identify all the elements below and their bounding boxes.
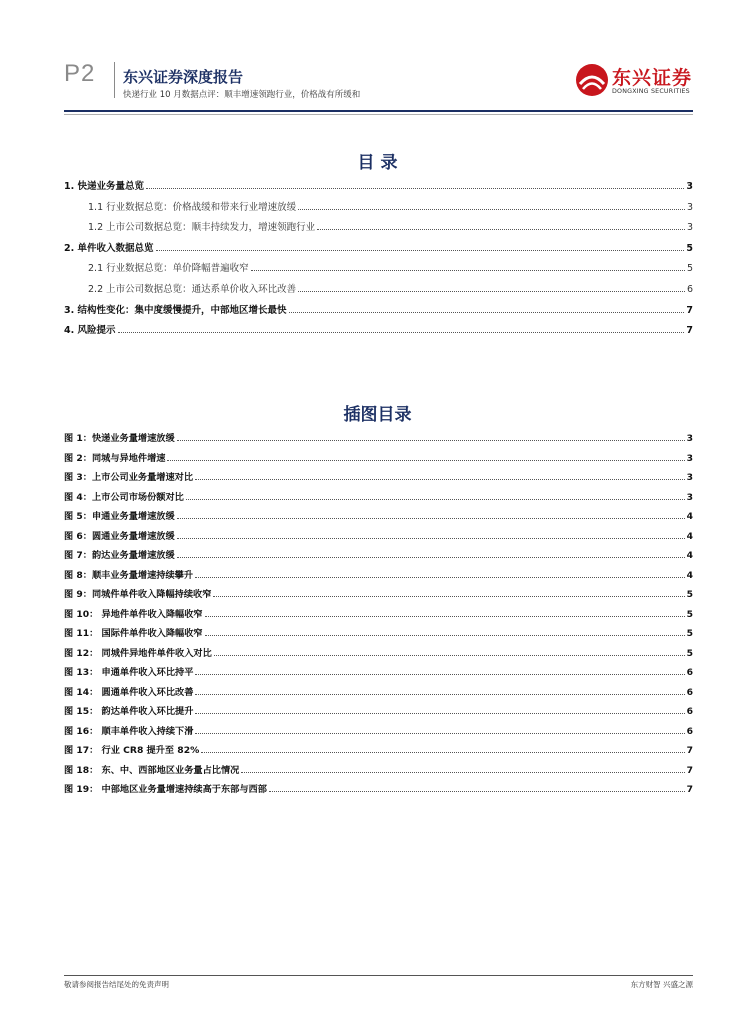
figure-list-title: 插图目录 bbox=[343, 405, 412, 425]
toc-entry[interactable] bbox=[88, 220, 693, 233]
figure-entry-page: 3 bbox=[686, 472, 693, 483]
company-logo bbox=[574, 60, 694, 102]
figure-entry-page: 5 bbox=[686, 589, 693, 600]
footer-rule bbox=[64, 975, 693, 976]
logo-en-text: DONGXING SECURITIES bbox=[612, 88, 690, 95]
figure-entry[interactable] bbox=[64, 568, 693, 581]
figure-entry-page: 5 bbox=[686, 628, 693, 639]
report-subtitle: 快递行业 10 月数据点评：顺丰增速领跑行业，价格战有所缓和 bbox=[123, 90, 361, 100]
figure-entry-page: 4 bbox=[686, 550, 693, 561]
toc-entry-page: 5 bbox=[686, 242, 693, 254]
toc-title: 目 录 bbox=[357, 153, 398, 173]
toc-entry-label: 1.1 行业数据总览：价格战缓和带来行业增速放缓 bbox=[88, 201, 297, 213]
toc-entry-page: 3 bbox=[686, 201, 693, 213]
figure-entry-page: 7 bbox=[686, 764, 693, 776]
figure-entry[interactable] bbox=[64, 665, 693, 678]
figure-entry-label: 图 12： 同城件异地件单件收入对比 bbox=[64, 647, 212, 659]
dot-leader bbox=[177, 518, 685, 519]
toc-entry[interactable] bbox=[64, 179, 693, 192]
figure-entry[interactable] bbox=[64, 626, 693, 639]
dot-leader bbox=[195, 577, 685, 578]
figure-entry[interactable] bbox=[64, 548, 693, 561]
figure-entry-label: 图 9：同城件单件收入降幅持续收窄 bbox=[64, 589, 212, 600]
figure-entry-page: 5 bbox=[686, 608, 693, 620]
figure-entry-page: 3 bbox=[686, 452, 693, 464]
toc-entry-page: 7 bbox=[686, 304, 693, 316]
figure-entry-label: 图 10： 异地件单件收入降幅收窄 bbox=[64, 608, 203, 620]
dot-leader bbox=[298, 209, 685, 210]
toc-entry-label: 2.1 行业数据总览：单价降幅普遍收窄 bbox=[88, 263, 249, 275]
toc-entry-page: 3 bbox=[686, 181, 693, 192]
dot-leader bbox=[195, 694, 684, 695]
figure-entry-label: 图 17： 行业 CR8 提升至 82% bbox=[64, 745, 200, 756]
dot-leader bbox=[205, 635, 685, 636]
dot-leader bbox=[186, 499, 685, 500]
figure-entry[interactable] bbox=[64, 431, 693, 444]
figure-entry-page: 7 bbox=[686, 784, 693, 795]
figure-entry-label: 图 15： 韵达单件收入环比提升 bbox=[64, 706, 194, 717]
toc-entry[interactable] bbox=[64, 241, 693, 254]
figure-entry[interactable] bbox=[64, 763, 693, 776]
figure-entry-label: 图 5：申通业务量增速放缓 bbox=[64, 511, 175, 522]
figure-entry-label: 图 14： 圆通单件收入环比改善 bbox=[64, 686, 194, 698]
figure-entry-page: 4 bbox=[686, 530, 693, 542]
figure-entry[interactable] bbox=[64, 646, 693, 659]
figure-entry[interactable] bbox=[64, 743, 693, 756]
figure-entry-label: 图 2：同城与异地件增速 bbox=[64, 452, 166, 464]
header-rule bbox=[64, 110, 693, 112]
toc-entry[interactable] bbox=[88, 282, 693, 295]
dot-leader bbox=[177, 557, 685, 558]
figure-entry[interactable] bbox=[64, 490, 693, 503]
figure-entry[interactable] bbox=[64, 607, 693, 620]
dot-leader bbox=[156, 250, 685, 251]
dot-leader bbox=[213, 596, 684, 597]
toc-entry[interactable] bbox=[64, 323, 693, 336]
dot-leader bbox=[177, 538, 685, 539]
footer-slogan: 东方财智 兴盛之源 bbox=[630, 980, 693, 989]
toc-entry-page: 3 bbox=[686, 222, 693, 234]
figure-entry[interactable] bbox=[64, 451, 693, 464]
toc-entry-label: 4. 风险提示 bbox=[64, 325, 116, 337]
dot-leader bbox=[269, 791, 685, 792]
figure-entry-page: 4 bbox=[686, 511, 693, 522]
dot-leader bbox=[167, 460, 684, 461]
figure-entry[interactable] bbox=[64, 704, 693, 717]
dot-leader bbox=[118, 332, 685, 333]
figure-entry[interactable] bbox=[64, 470, 693, 483]
dot-leader bbox=[177, 440, 685, 441]
figure-entry-page: 6 bbox=[686, 706, 693, 717]
toc-entry[interactable] bbox=[64, 303, 693, 316]
figure-entry-label: 图 3：上市公司业务量增速对比 bbox=[64, 472, 194, 483]
dot-leader bbox=[251, 270, 685, 271]
figure-entry-label: 图 4：上市公司市场份额对比 bbox=[64, 491, 184, 503]
dot-leader bbox=[195, 479, 685, 480]
figure-entry-page: 6 bbox=[686, 725, 693, 737]
figure-entry-label: 图 1：快递业务量增速放缓 bbox=[64, 433, 175, 444]
figure-entry-label: 图 8：顺丰业务量增速持续攀升 bbox=[64, 569, 194, 581]
figure-entry[interactable] bbox=[64, 724, 693, 737]
toc-entry-page: 6 bbox=[686, 284, 693, 295]
dot-leader bbox=[201, 752, 684, 753]
toc-entry-label: 3. 结构性变化：集中度缓慢提升，中部地区增长最快 bbox=[64, 304, 287, 316]
dot-leader bbox=[195, 733, 684, 734]
dot-leader bbox=[195, 713, 684, 714]
figure-entry-label: 图 11： 国际件单件收入降幅收窄 bbox=[64, 628, 203, 639]
dot-leader bbox=[317, 229, 685, 230]
footer-disclaimer: 敬请参阅报告结尾处的免责声明 bbox=[64, 980, 169, 989]
figure-entry-page: 3 bbox=[686, 491, 693, 503]
figure-entry[interactable] bbox=[64, 509, 693, 522]
toc-entry-label: 1. 快递业务量总览 bbox=[64, 181, 145, 192]
toc-entry-page: 7 bbox=[686, 325, 693, 337]
toc-entry-label: 2. 单件收入数据总览 bbox=[64, 242, 154, 254]
toc-entry[interactable] bbox=[88, 261, 693, 274]
toc-entry-label: 1.2 上市公司数据总览：顺丰持续发力，增速领跑行业 bbox=[88, 222, 316, 234]
figure-entry-page: 5 bbox=[686, 647, 693, 659]
dot-leader bbox=[298, 291, 685, 292]
dot-leader bbox=[214, 655, 685, 656]
dot-leader bbox=[195, 674, 684, 675]
logo-mark-icon bbox=[574, 62, 610, 98]
figure-entry[interactable] bbox=[64, 685, 693, 698]
dot-leader bbox=[205, 616, 685, 617]
report-title: 东兴证券深度报告 bbox=[123, 68, 244, 86]
page-number: P2 bbox=[64, 60, 96, 87]
header-divider bbox=[114, 62, 115, 98]
figure-entry-label: 图 6：圆通业务量增速放缓 bbox=[64, 530, 175, 542]
figure-entry[interactable] bbox=[64, 529, 693, 542]
figure-entry-label: 图 13： 申通单件收入环比持平 bbox=[64, 667, 194, 678]
logo-cn-text: 东兴证券 bbox=[612, 67, 693, 89]
figure-entry-page: 6 bbox=[686, 667, 693, 678]
figure-entry-page: 7 bbox=[686, 745, 693, 756]
figure-entry[interactable] bbox=[64, 587, 693, 600]
toc-entry[interactable] bbox=[88, 200, 693, 213]
figure-entry[interactable] bbox=[64, 782, 693, 795]
figure-entry-page: 3 bbox=[686, 433, 693, 444]
figure-entry-label: 图 16： 顺丰单件收入持续下滑 bbox=[64, 725, 194, 737]
dot-leader bbox=[241, 772, 684, 773]
figure-entry-label: 图 19： 中部地区业务量增速持续高于东部与西部 bbox=[64, 784, 267, 795]
figure-entry-label: 图 18： 东、中、西部地区业务量占比情况 bbox=[64, 764, 240, 776]
dot-leader bbox=[289, 312, 685, 313]
figure-entry-label: 图 7：韵达业务量增速放缓 bbox=[64, 550, 175, 561]
figure-entry-page: 4 bbox=[686, 569, 693, 581]
figure-entry-page: 6 bbox=[686, 686, 693, 698]
header-rule-thin bbox=[64, 114, 693, 115]
dot-leader bbox=[146, 188, 684, 189]
toc-entry-label: 2.2 上市公司数据总览：通达系单价收入环比改善 bbox=[88, 284, 297, 295]
toc-entry-page: 5 bbox=[686, 263, 693, 275]
